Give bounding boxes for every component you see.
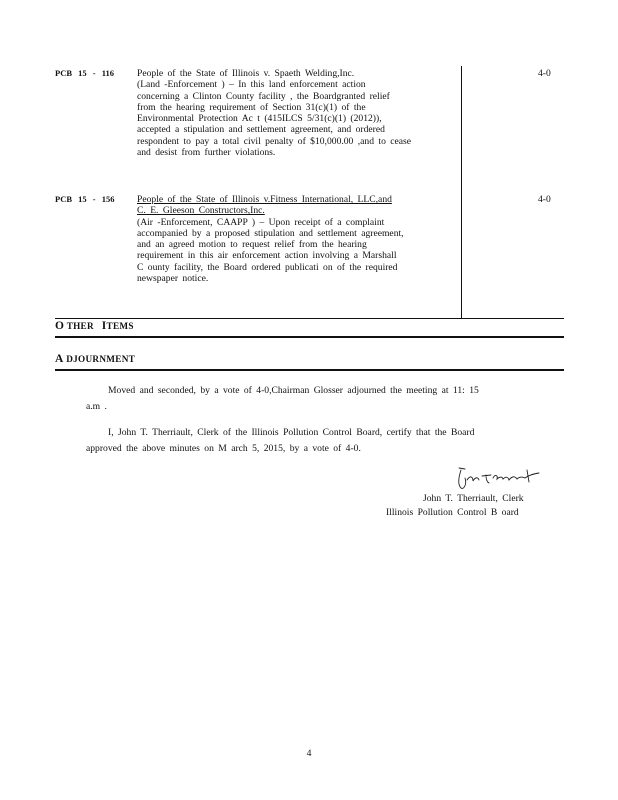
- handwritten-signature: [451, 464, 546, 492]
- case-line: Environmental Protection Ac t (415ILCS 5/31(c)(1) (2012)),: [137, 113, 382, 125]
- case-description: [137, 194, 459, 284]
- case-line: from the hearing requirement of Section 31(c)(1) of the: [137, 101, 366, 113]
- svg-text:John T. Therriault: John T. Therriault: [451, 464, 459, 465]
- case-line: accepted a stipulation and settlement agreement, and ordered: [137, 124, 385, 136]
- case-line: newspaper notice.: [137, 273, 209, 285]
- section-rule-top: [55, 318, 564, 319]
- case-title: People of the State of Illinois v. Spaeth Welding,Inc.: [137, 68, 355, 79]
- case-number: PCB 15 - 116: [55, 68, 114, 78]
- signatory-organization: Illinois Pollution Control B oard: [386, 507, 519, 518]
- case-line: accompanied by a proposed stipulation and settlement agreement,: [137, 227, 404, 239]
- case-title: C. E. Gleeson Constructors,Inc.: [137, 205, 265, 217]
- case-line: concerning a Clinton County facility , the Boardgranted relief: [137, 90, 390, 102]
- case-vote: 4-0: [538, 68, 551, 79]
- column-divider: [461, 66, 462, 318]
- case-line: (Land -Enforcement ) – In this land enforcement action: [137, 79, 366, 91]
- adjournment-paragraph: Moved and seconded, by a vote of 4-0,Chairman Glosser adjourned the meeting at 11: 15 a.m .: [86, 385, 479, 412]
- case-vote: 4-0: [538, 194, 551, 205]
- page-number: 4: [306, 748, 312, 759]
- signatory-name: John T. Therriault, Clerk: [423, 493, 524, 504]
- section-rule: [55, 336, 564, 338]
- case-number: PCB 15 - 156: [55, 194, 115, 204]
- case-line: respondent to pay a total civil penalty of $10,000.00 ,and to cease: [137, 135, 412, 147]
- case-line: and an agreed motion to request relief from the hearing: [137, 239, 367, 251]
- case-line: and desist from further violations.: [137, 147, 276, 159]
- case-line: (Air -Enforcement, CAAPP ) – Upon receipt of a complaint: [137, 216, 385, 228]
- certification-paragraph: I, John T. Therriault, Clerk of the Illinois Pollution Control Board, certify that the Board approved the above minutes on M arch 5, 2015, by a vote of 4-0.: [86, 427, 475, 454]
- section-rule: [55, 369, 564, 371]
- case-line: C ounty facility, the Board ordered publicati on of the required: [137, 261, 398, 273]
- case-title: People of the State of Illinois v.Fitness International, LLC,and: [137, 194, 392, 205]
- section-heading-other-items: O THER ITEMS: [55, 320, 134, 332]
- case-description: [137, 68, 459, 158]
- section-heading-adjournment: A DJOURNMENT: [55, 353, 136, 365]
- case-line: requirement in this air enforcement action involving a Marshall: [137, 250, 397, 262]
